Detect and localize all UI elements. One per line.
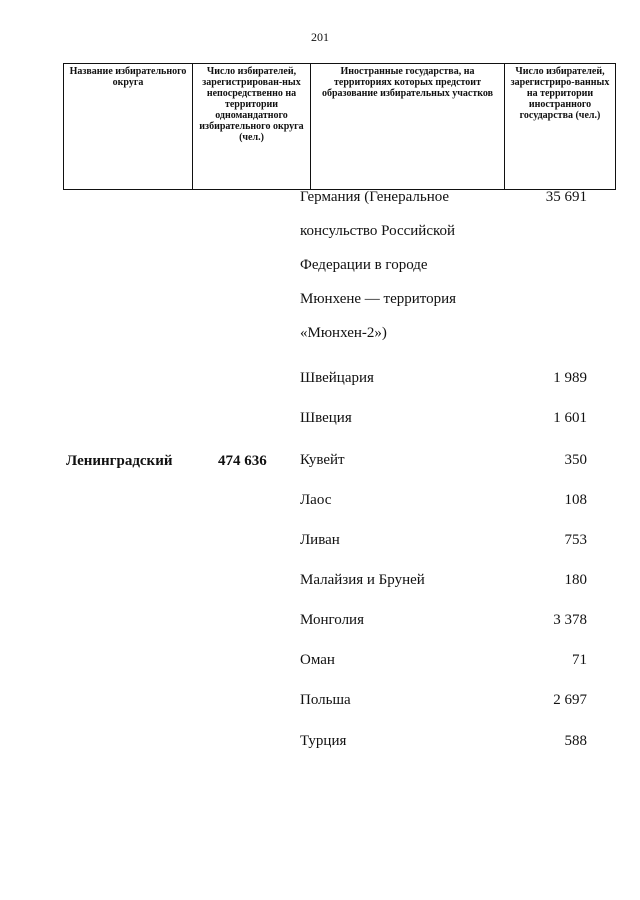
country-name: Турция [300, 733, 347, 749]
country-voters: 588 [564, 733, 587, 749]
country-name: Монголия [300, 612, 364, 628]
country-row [300, 523, 587, 557]
country-row [300, 724, 587, 758]
page-number: 201 [311, 30, 329, 44]
country-row [300, 401, 587, 435]
country-name: Польша [300, 692, 351, 708]
country-name: Германия (Генеральное консульство Российской Федерации в городе Мюнхене — территория «Мюнхен-2») [300, 189, 457, 341]
country-row [300, 443, 587, 477]
country-row [300, 683, 587, 717]
header-foreign-states: Иностранные государства, на территориях которых предстоит образование избирательных участков [311, 64, 505, 190]
country-voters: 35 691 [545, 189, 587, 205]
country-name: Малайзия и Бруней [300, 572, 425, 588]
country-name: Швеция [300, 410, 352, 426]
country-voters: 1 989 [553, 370, 587, 386]
country-voters: 71 [572, 652, 587, 668]
header-district-name: Название избирательного округа [64, 64, 193, 190]
country-voters: 753 [564, 532, 587, 548]
country-name: Ливан [300, 532, 340, 548]
country-name: Оман [300, 652, 335, 668]
header-district-voters: Число избирателей, зарегистрирован-ных непосредственно на территории одномандатного избирательного округа (чел.) [193, 64, 311, 190]
country-voters: 180 [564, 572, 587, 588]
country-row [300, 180, 587, 350]
country-name: Швейцария [300, 370, 374, 386]
country-row [300, 603, 587, 637]
country-name: Кувейт [300, 452, 345, 468]
country-voters: 108 [564, 492, 587, 508]
country-voters: 3 378 [553, 612, 587, 628]
country-voters: 1 601 [553, 410, 587, 426]
country-voters: 2 697 [553, 692, 587, 708]
district-name: Ленинградский [66, 453, 173, 469]
country-row [300, 643, 587, 677]
country-name: Лаос [300, 492, 332, 508]
district-voters: 474 636 [218, 453, 267, 469]
country-voters: 350 [564, 452, 587, 468]
header-foreign-voters: Число избирателей, зарегистриро-ванных на территории иностранного государства (чел.) [505, 64, 616, 190]
country-row [300, 483, 587, 517]
country-row [300, 563, 587, 597]
country-row [300, 361, 587, 395]
